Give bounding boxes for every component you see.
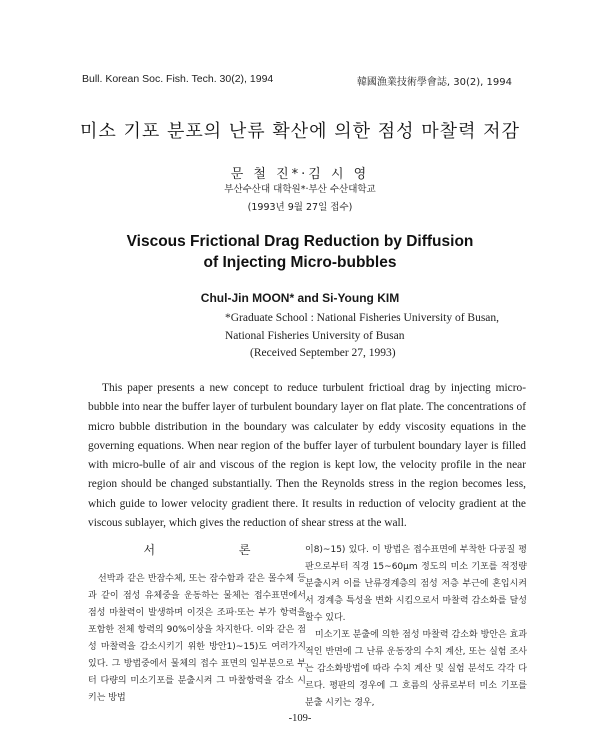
body-paragraph: 선박과 같은 반잠수체, 또는 잠수함과 같은 몰수체 등과 같이 점성 유체중을 운동하는 물체는 접수표면에서 점성 마찰력이 발생하며 이것은 조파·또는 부가 항력을 포함한 전체 항력의 90%이상을 차지한다. 이와 같은 점성 마찰력을 감소시키기 위한 방안1)~15)도 여러가지 있다. 그 방법중에서 물체의 접수 표면의 일부분으로 부터 다량의 미소기포를 분출시켜 그 마찰항력을 감소 시키는 방법 bbox=[88, 574, 306, 703]
korean-title: 미소 기포 분포의 난류 확산에 의한 점성 마찰력 저감 bbox=[80, 121, 520, 142]
english-title-line1: Viscous Frictional Drag Reduction by Diffusion bbox=[126, 233, 474, 250]
english-affiliation-line2: National Fisheries University of Busan bbox=[225, 330, 405, 342]
korean-received-date: (1993년 9월 27일 접수) bbox=[247, 202, 353, 213]
page-number: -109- bbox=[288, 713, 312, 724]
korean-affiliation: 부산수산대 대학원*·부산 수산대학교 bbox=[224, 184, 376, 195]
body-column-right bbox=[305, 542, 527, 712]
english-affiliation-line1: *Graduate School : National Fisheries University of Busan, bbox=[225, 312, 500, 324]
journal-header-right: 韓國漁業技術學會誌, 30(2), 1994 bbox=[356, 77, 512, 88]
abstract: This paper presents a new concept to reduce turbulent frictioal drag by injecting micro-bubble into near the buffer layer of turbulent boundary layer on flat plate. The concentrations of micro bubble distribution in the boundary was calculater by eddy viscosity equations in the governing equations. When near region of the buffer layer of turbulent boundary layer is filled with micro-bulle of air and viscous of the region is kept low, the velocity profile in the near region should be changed substantially. Then the Reynolds stress in the region becomes less, which guide to lower velocity gradient there. It results in reduction of velocity gradient at the viscous sublayer, which gives the reduction of shear stress at the wall. bbox=[88, 382, 526, 530]
journal-header-left: Bull. Korean Soc. Fish. Tech. 30(2), 1994 bbox=[82, 73, 274, 85]
body-column-left bbox=[88, 542, 306, 707]
body-paragraph: 미소기포 분출에 의한 점성 마찰력 감소화 방안은 효과적인 반면에 그 난류 운동장의 수치 계산, 또는 실험 조사는 감소화방법에 따라 수치 계산 및 실험 분석도 각각 다르다. 평판의 경우에 그 흐름의 상류로부터 미소 기포를 분출 시키는 경우, bbox=[305, 630, 527, 708]
body-paragraph: 이8)~15) 있다. 이 방법은 접수표면에 부착한 다공질 평판으로부터 직경 15~60μm 정도의 미소 기포를 적정량 분출시켜 이를 난류경계층의 점성 저층 부근에 혼입시켜서 경계층 특성을 변화 시킴으로서 마찰력 감소화를 달성 할수 있다. bbox=[305, 545, 527, 623]
korean-authors: 문 철 진*·김 시 영 bbox=[230, 167, 370, 182]
english-authors: Chul-Jin MOON* and Si-Young KIM bbox=[200, 291, 400, 305]
english-received-date: (Received September 27, 1993) bbox=[250, 347, 396, 359]
english-title-line2: of Injecting Micro-bubbles bbox=[203, 254, 397, 271]
section-heading-introduction: 서 론 bbox=[143, 543, 291, 557]
